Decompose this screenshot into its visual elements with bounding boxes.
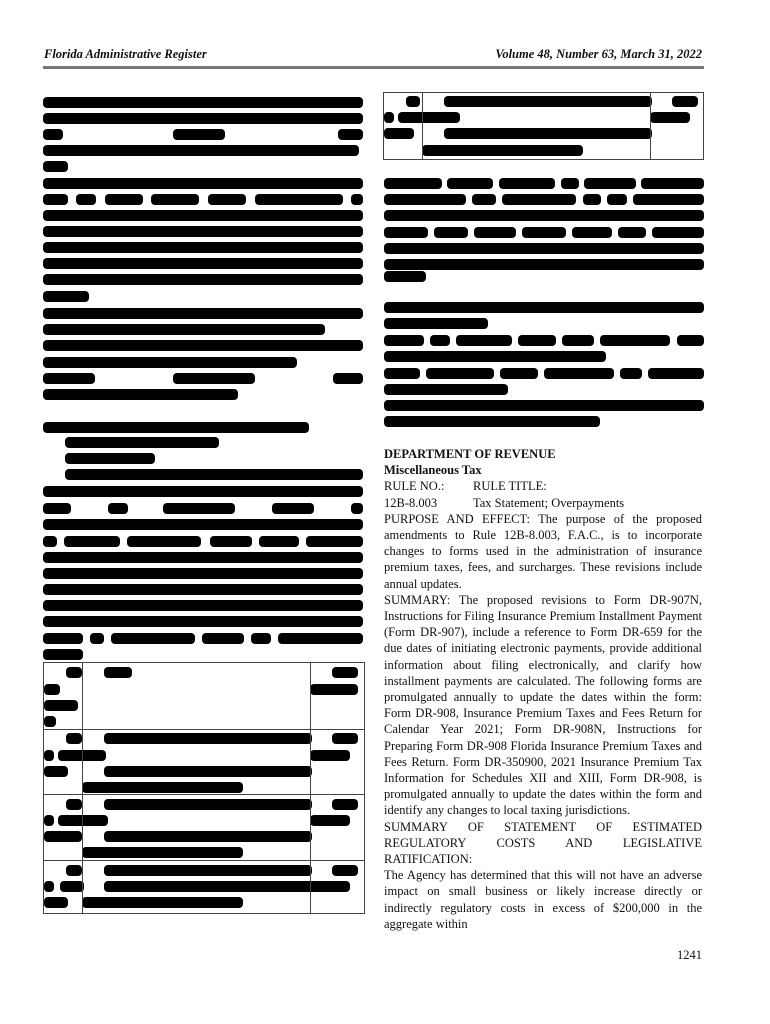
rule-title-label: RULE TITLE: — [473, 479, 547, 494]
redaction-bar — [111, 633, 195, 644]
redaction-bar — [447, 178, 493, 189]
redaction-bar — [43, 258, 363, 269]
redaction-bar — [43, 308, 363, 319]
redaction-bar — [173, 129, 225, 140]
redaction-bar — [108, 503, 128, 514]
redaction-bar — [456, 335, 512, 346]
redaction-bar — [384, 400, 704, 411]
redaction-bar — [641, 178, 704, 189]
redaction-bar — [43, 616, 363, 627]
redaction-bar — [384, 194, 466, 205]
redaction-bar — [522, 227, 566, 238]
redaction-bar — [173, 373, 255, 384]
redaction-bar — [251, 633, 271, 644]
summary-paragraph: SUMMARY: The proposed revisions to Form DR-907N, Instructions for Filing Insurance Premium Installment Payment (Form DR-907), include a reference to Form DR-659 for the due dates of initiating electronic payments, provide additional information about filing electronically, and clarify how installment payments are calculated. The following forms are promulgated annually to update the dates within the form: Form DR-908, Insurance Premium Taxes and Fees Return for Calendar Year 2021; Form DR-908N, Instructions for Preparing Form DR-908 Florida Insurance Premium Taxes and Fees Return. Form DR-350900, 2021 Insurance Premium Tax Information for Schedules XII and XIII, Form DR-908, is promulgated annually to update the dates within the form and identify any changes to local taxing jurisdictions. — [384, 592, 702, 818]
redaction-bar — [544, 368, 614, 379]
redaction-bar — [76, 194, 96, 205]
redaction-bar — [151, 194, 199, 205]
redaction-bar — [351, 503, 363, 514]
redaction-bar — [384, 271, 426, 282]
redaction-bar — [562, 335, 594, 346]
redaction-bar — [43, 568, 363, 579]
page-number: 1241 — [677, 948, 702, 962]
redaction-bar — [43, 274, 363, 285]
department-heading: DEPARTMENT OF REVENUE — [384, 447, 556, 461]
redaction-bar — [43, 373, 95, 384]
redaction-bar — [620, 368, 642, 379]
division-heading: Miscellaneous Tax — [384, 463, 482, 478]
rule-labels-row — [384, 478, 702, 494]
redaction-bar — [426, 368, 494, 379]
redaction-bar — [43, 129, 63, 140]
ser-heading: SUMMARY OF STATEMENT OF ESTIMATED REGULATORY COSTS AND LEGISLATIVE RATIFICATION: — [384, 819, 702, 867]
redaction-bar — [43, 389, 238, 400]
redaction-bar — [43, 113, 363, 124]
redaction-bar — [43, 649, 83, 660]
redaction-bar — [384, 302, 704, 313]
redaction-bar — [499, 178, 555, 189]
redaction-bar — [43, 486, 363, 497]
redaction-bar — [384, 259, 704, 270]
redaction-bar — [65, 469, 363, 480]
redaction-bar — [65, 453, 155, 464]
redaction-bar — [43, 422, 309, 433]
redaction-bar — [43, 210, 363, 221]
redaction-bar — [127, 536, 201, 547]
redaction-bar — [43, 633, 83, 644]
redaction-bar — [43, 340, 363, 351]
redaction-bar — [255, 194, 343, 205]
redaction-bar — [583, 194, 601, 205]
redaction-bar — [472, 194, 496, 205]
redaction-bar — [434, 227, 468, 238]
redaction-bar — [43, 503, 71, 514]
redaction-bar — [500, 368, 538, 379]
redaction-bar — [502, 194, 576, 205]
redaction-bar — [384, 368, 420, 379]
redaction-bar — [43, 584, 363, 595]
redaction-bar — [43, 226, 363, 237]
redaction-bar — [43, 145, 359, 156]
redaction-bar — [65, 437, 219, 448]
redaction-bar — [43, 357, 297, 368]
redaction-bar — [384, 416, 600, 427]
redaction-bar — [430, 335, 450, 346]
rule-values-row — [384, 495, 702, 511]
redaction-bar — [618, 227, 646, 238]
redaction-bar — [607, 194, 627, 205]
redaction-bar — [43, 324, 325, 335]
redaction-bar — [259, 536, 299, 547]
redaction-bar — [43, 600, 363, 611]
redaction-bar — [600, 335, 670, 346]
redaction-bar — [278, 633, 363, 644]
redaction-bar — [43, 519, 363, 530]
redaction-bar — [43, 242, 363, 253]
redaction-bar — [43, 194, 68, 205]
redaction-bar — [43, 536, 57, 547]
redaction-bar — [677, 335, 704, 346]
redaction-bar — [561, 178, 579, 189]
redaction-bar — [90, 633, 104, 644]
issue-info: Volume 48, Number 63, March 31, 2022 — [495, 47, 702, 61]
redaction-bar — [384, 243, 704, 254]
redaction-bar — [518, 335, 556, 346]
redaction-bar — [43, 178, 363, 189]
redaction-bar — [648, 368, 704, 379]
redaction-bar — [584, 178, 636, 189]
redaction-bar — [351, 194, 363, 205]
redaction-bar — [43, 291, 89, 302]
redaction-bar — [272, 503, 314, 514]
purpose-paragraph: PURPOSE AND EFFECT: The purpose of the proposed amendments to Rule 12B-8.003, F.A.C., is to incorporate changes to forms used in the administration of insurance premium taxes, fees, and surcharges. These revisions include annual updates. — [384, 511, 702, 591]
redaction-bar — [384, 384, 508, 395]
redaction-bar — [384, 351, 606, 362]
redaction-bar — [163, 503, 235, 514]
redaction-bar — [43, 161, 68, 172]
redaction-bar — [384, 178, 442, 189]
redaction-bar — [384, 335, 424, 346]
redaction-bar — [572, 227, 612, 238]
redaction-bar — [384, 227, 428, 238]
redaction-bar — [43, 552, 363, 563]
publication-title: Florida Administrative Register — [44, 47, 207, 61]
rule-title: Tax Statement; Overpayments — [473, 495, 625, 510]
redaction-bar — [43, 97, 363, 108]
rule-number: 12B-8.003 — [384, 495, 438, 510]
redaction-bar — [474, 227, 516, 238]
redaction-bar — [210, 536, 252, 547]
redacted-table-left — [43, 662, 365, 914]
rule-no-label: RULE NO.: — [384, 479, 445, 494]
redaction-bar — [306, 536, 363, 547]
redaction-bar — [105, 194, 143, 205]
redaction-bar — [384, 318, 488, 329]
rule-notice — [384, 446, 702, 932]
redaction-bar — [384, 210, 704, 221]
redacted-table-right — [383, 92, 704, 160]
redaction-bar — [652, 227, 704, 238]
redaction-bar — [633, 194, 704, 205]
redaction-bar — [64, 536, 120, 547]
redaction-bar — [208, 194, 246, 205]
redaction-bar — [202, 633, 244, 644]
ser-paragraph: The Agency has determined that this will not have an adverse impact on small business or likely increase directly or indirectly regulatory costs in excess of $200,000 in the aggregate within — [384, 868, 702, 931]
redaction-bar — [338, 129, 363, 140]
redaction-bar — [333, 373, 363, 384]
